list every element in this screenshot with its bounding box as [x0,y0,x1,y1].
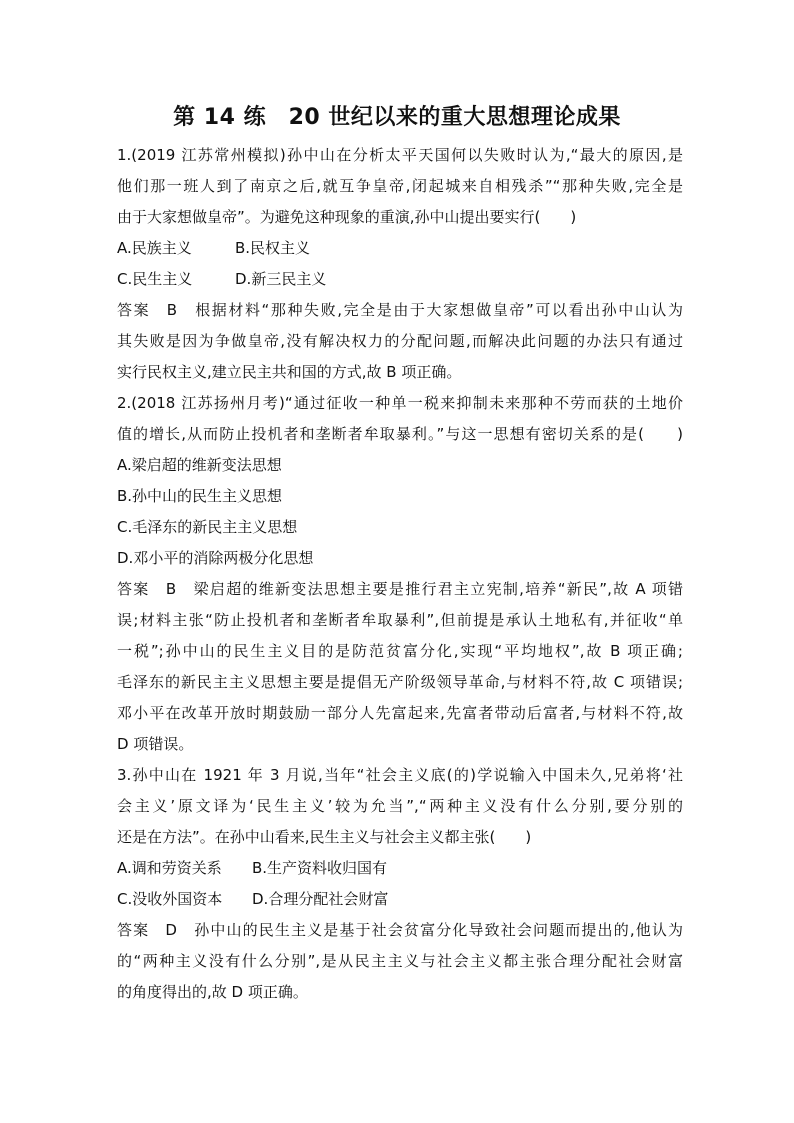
page-title: 第 14 练 20 世纪以来的重大思想理论成果 [173,105,621,130]
option-b: B.生产资料收归国有 [252,859,388,877]
answer-line: 一税”;孙中山的民生主义目的是防范贫富分化,实现“平均地权”,故 B 项正确; [117,642,683,660]
option-d: D.新三民主义 [235,270,327,288]
answer-line: 误;材料主张“防止投机者和垄断者牟取暴利”,但前提是承认土地私有,并征收“单 [117,611,683,629]
question-text-line: 值的增长,从而防止投机者和垄断者牟取暴利。”与这一思想有密切关系的是( ) [117,425,683,443]
question-3 [117,760,683,1008]
option-a: A.梁启超的维新变法思想 [117,456,282,474]
option-a: A.民族主义 [117,239,192,257]
question-text-line: 由于大家想做皇帝”。为避免这种现象的重演,孙中山提出要实行( ) [117,208,577,226]
question-text-line: 1.(2019 江苏常州模拟)孙中山在分析太平天国何以失败时认为,“最大的原因,是 [117,146,683,164]
option-d: D.合理分配社会财富 [252,890,389,908]
option-b: B.孙中山的民生主义思想 [117,487,283,505]
answer-line: 的“两种主义没有什么分别”,是从民主主义与社会主义都主张合理分配社会财富 [117,952,683,970]
question-text-line: 还是在方法”。在孙中山看来,民生主义与社会主义都主张( ) [117,828,532,846]
option-b: B.民权主义 [235,239,311,257]
option-a: A.调和劳资关系 [117,859,222,877]
question-1 [117,140,683,388]
option-row [117,884,683,915]
question-text-line: 他们那一班人到了南京之后,就互争皇帝,闭起城来自相残杀”“那种失败,完全是 [117,177,683,195]
option-row [117,233,683,264]
answer-line: 实行民权主义,建立民主共和国的方式,故 B 项正确。 [117,363,462,381]
content-body [117,140,683,1008]
answer-line: 答案 D 孙中山的民生主义是基于社会贫富分化导致社会问题而提出的,他认为 [117,921,683,939]
option-row [117,853,683,884]
option-c: C.民生主义 [117,270,193,288]
question-2 [117,388,683,760]
answer-line: 毛泽东的新民主主义思想主要是提倡无产阶级领导革命,与材料不符,故 C 项错误; [117,673,683,691]
option-row [117,264,683,295]
question-text-line: 2.(2018 江苏扬州月考)“通过征收一种单一税来抑制未来那种不劳而获的土地价 [117,394,683,412]
option-c: C.毛泽东的新民主主义思想 [117,518,298,536]
question-text-line: 3.孙中山在 1921 年 3 月说,当年“社会主义底(的)学说输入中国未久,兄弟将‘社 [117,766,683,784]
answer-line: 的角度得出的,故 D 项正确。 [117,983,308,1001]
answer-line: 答案 B 根据材料“那种失败,完全是由于大家想做皇帝”可以看出孙中山认为 [117,301,683,319]
answer-line: 邓小平在改革开放时期鼓励一部分人先富起来,先富者带动后富者,与材料不符,故 [117,704,683,722]
option-d: D.邓小平的消除两极分化思想 [117,549,314,567]
answer-line: 其失败是因为争做皇帝,没有解决权力的分配问题,而解决此问题的办法只有通过 [117,332,683,350]
answer-line: D 项错误。 [117,735,194,753]
question-text-line: 会主义’原文译为‘民生主义’较为允当”,“两种主义没有什么分别,要分别的 [117,797,683,815]
answer-line: 答案 B 梁启超的维新变法思想主要是推行君主立宪制,培养“新民”,故 A 项错 [117,580,683,598]
option-c: C.没收外国资本 [117,890,223,908]
